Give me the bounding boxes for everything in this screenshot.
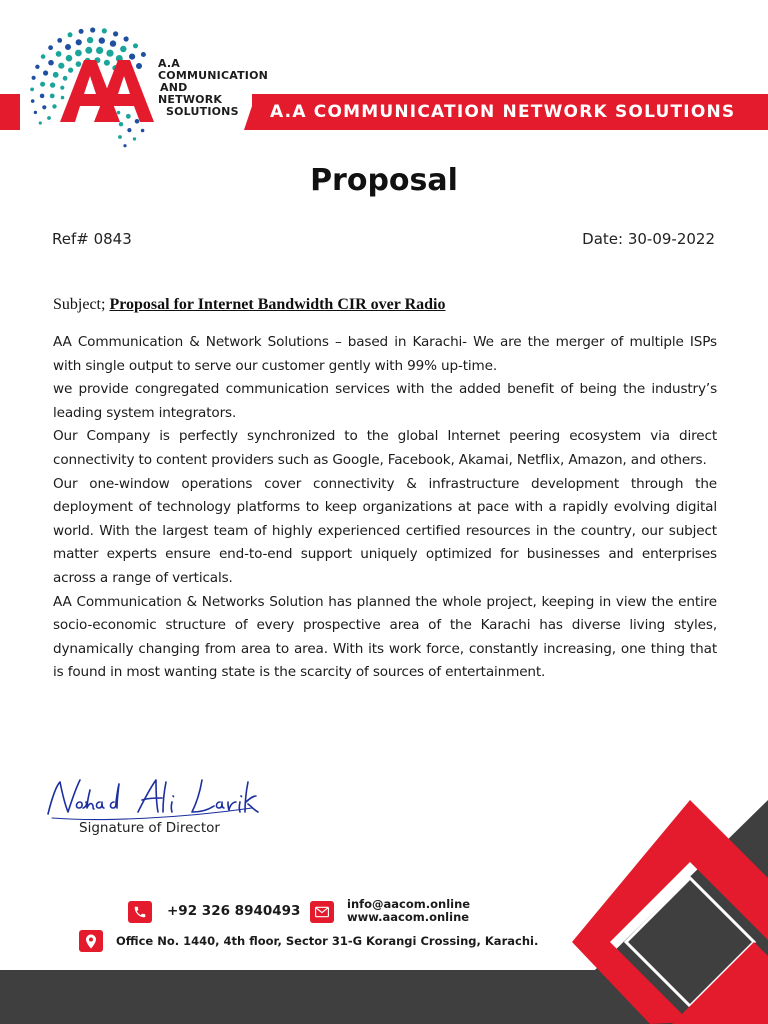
banner-text: A.A COMMUNICATION NETWORK SOLUTIONS [270,102,736,122]
document-title: Proposal [310,163,458,198]
paragraph-3: Our Company is perfectly synchronized to the global Internet peering ecosystem via direct connectivity to content providers such as Google, Facebook, Akamai, Netflix, Amazon, and others. [53,428,717,468]
signature-label: Signature of Director [79,820,220,836]
email-icon-box [310,901,334,923]
paragraph-4: Our one-window operations cover connectivity & infrastructure development through the deployment of technology platforms to keep organizations at pace with a rapidly evolving digital world. With the largest team of highly experienced certified resources in the country, our subject matter experts ensure end-to-end support uniquely optimized for businesses and enterprises across a range of verticals. [53,475,717,586]
logo-line-3: NETWORK [158,93,223,106]
email-icon [315,906,329,918]
office-address: Office No. 1440, 4th floor, Sector 31-G Korangi Crossing, Karachi. [116,934,539,948]
phone-icon-box [128,901,152,923]
body-text [53,331,717,685]
document-date: Date: 30-09-2022 [582,230,715,248]
paragraph-5: AA Communication & Networks Solution has planned the whole project, keeping in view the entire socio-economic structure of every prospective area of the Karachi has diverse living styles, dynamically changing from area to area. With its work force, constantly increasing, one thing that is found in most wanting state is the scarcity of sources of entertainment. [53,593,717,681]
subject-line [53,296,445,314]
subject-prefix: Subject; [53,296,106,313]
reference-number: Ref# 0843 [52,230,132,248]
logo-line-4: SOLUTIONS [166,105,239,118]
header-banner [252,94,768,130]
company-logo [22,22,282,162]
email-address: info@aacom.online [347,897,471,911]
location-icon [85,934,97,949]
subject-title: Proposal for Internet Bandwidth CIR over Radio [109,296,446,313]
logo-line-2: AND [160,81,188,94]
logo-aa-mark [60,60,154,122]
website-address: www.aacom.online [347,910,470,924]
phone-icon [133,905,147,919]
paragraph-2: we provide congregated communication services with the added benefit of being the industry’s leading system integrators. [53,381,717,421]
email-and-website [347,898,470,924]
logo-line-1: A.A COMMUNICATION [158,57,269,82]
paragraph-1: AA Communication & Network Solutions – based in Karachi- We are the merger of multiple ISPs with single output to serve our customer gently with 99% up-time. [53,334,717,374]
location-icon-box [79,930,103,952]
banner-left-stripe [0,94,20,130]
logo-dots-graphic [22,22,162,162]
phone-number: +92 326 8940493 [167,903,301,919]
